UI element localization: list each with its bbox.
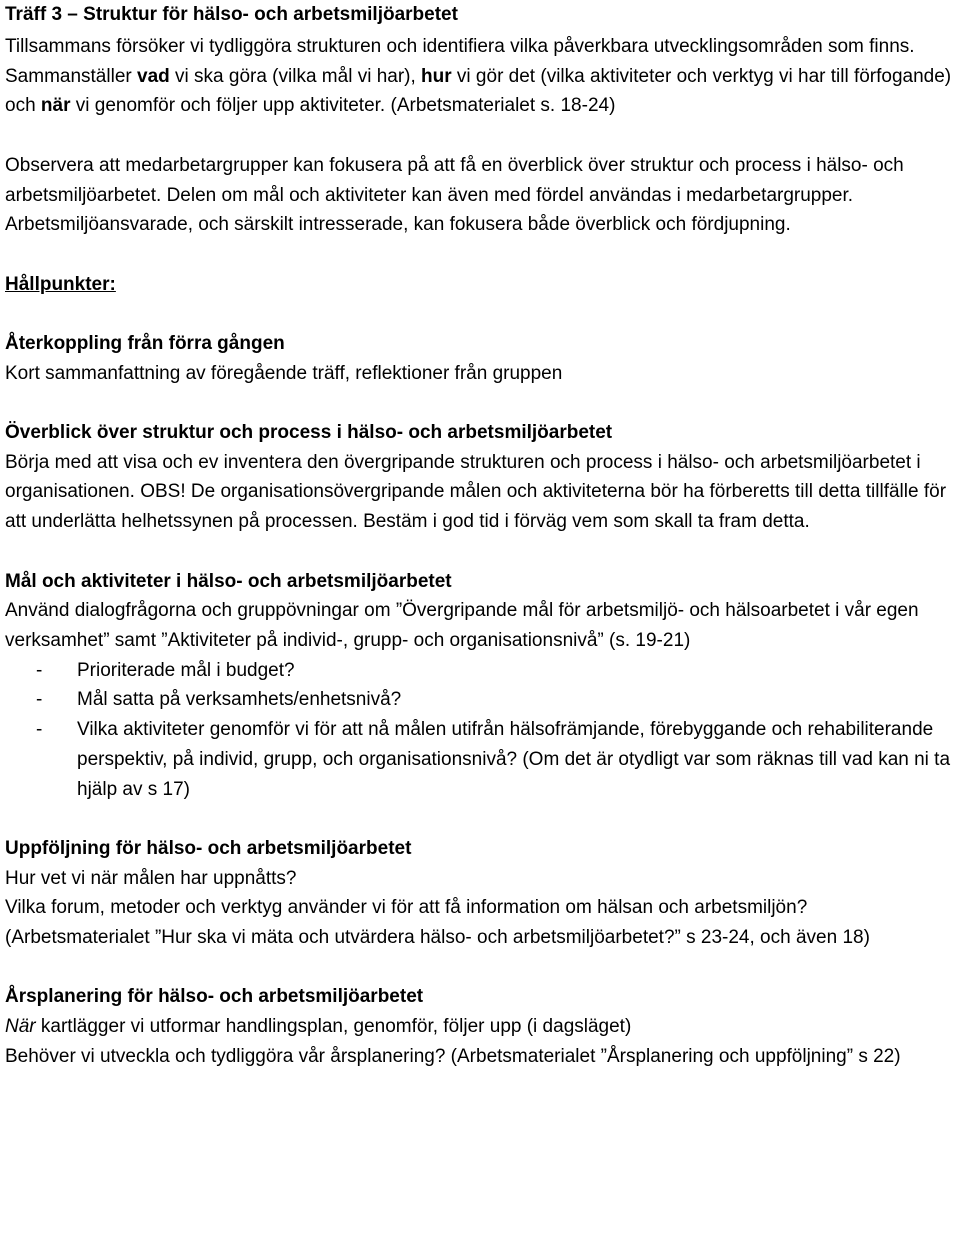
intro-text-4: vi genomför och följer upp aktiviteter. (Arbetsmaterialet s. 18-24) bbox=[70, 95, 616, 117]
dash-marker: - bbox=[36, 689, 43, 711]
section-aterkoppling-body: Kort sammanfattning av föregående träff, reflektioner från gruppen bbox=[5, 362, 563, 384]
dash-marker: - bbox=[36, 719, 43, 741]
list-item bbox=[5, 715, 955, 804]
list-item-text: Vilka aktiviteter genomför vi för att nå målen utifrån hälsofrämjande, förebyggande och rehabiliterande perspektiv, på individ, grupp, och organisationsnivå? (Om det är otydligt var som räknas till vad kan ni ta hjälp av s 17) bbox=[77, 719, 951, 800]
intro-text-3: vi gör det (vilka aktiviteter och verktyg vi har till förfogande) och bbox=[5, 65, 952, 117]
note-paragraph: Observera att medarbetargrupper kan fokusera på att få en överblick över struktur och process i hälso- och arbetsmiljöarbetet. Delen om mål och aktiviteter kan även med fördel användas i medarbetargrupper. Arbetsmiljöansvarade, och särskilt intresserade, kan fokusera både överblick och fördjupning. bbox=[5, 154, 904, 236]
section-uppfoljning-line1: Hur vet vi när målen har uppnåtts? bbox=[5, 867, 297, 889]
list-item bbox=[5, 656, 955, 686]
page-title: Träff 3 – Struktur för hälso- och arbetsmiljöarbetet bbox=[5, 4, 458, 25]
dash-marker: - bbox=[36, 659, 43, 681]
section-uppfoljning-heading: Uppföljning för hälso- och arbetsmiljöarbetet bbox=[5, 837, 412, 859]
intro-bold-vad: vad bbox=[137, 65, 170, 87]
section-arsplanering-line1 bbox=[5, 1012, 955, 1042]
section-arsplanering-line2: Behöver vi utveckla och tydliggöra vår årsplanering? (Arbetsmaterialet ”Årsplanering och uppföljning” s 22) bbox=[5, 1045, 901, 1067]
section-arsplanering-heading: Årsplanering för hälso- och arbetsmiljöarbetet bbox=[5, 986, 424, 1008]
section-uppfoljning-line2: Vilka forum, metoder och verktyg använder vi för att få information om hälsan och arbetsmiljön? (Arbetsmaterialet ”Hur ska vi mäta och utvärdera hälso- och arbetsmiljöarbetet?” s 23-24, och även 18) bbox=[5, 897, 870, 948]
section-overblick-heading: Överblick över struktur och process i hälso- och arbetsmiljöarbetet bbox=[5, 422, 613, 444]
list-item bbox=[5, 685, 955, 715]
line1-rest: kartlägger vi utformar handlingsplan, genomför, följer upp (i dagsläget) bbox=[35, 1016, 632, 1038]
list-item-text: Mål satta på verksamhets/enhetsnivå? bbox=[77, 689, 402, 711]
intro-paragraph bbox=[5, 32, 955, 121]
section-aterkoppling-heading: Återkoppling från förra gången bbox=[5, 332, 285, 354]
intro-text-1: Tillsammans försöker vi tydliggöra strukturen och identifiera vilka påverkbara utvecklingsområden som finns. Sammanställer bbox=[5, 36, 915, 87]
intro-bold-hur: hur bbox=[421, 65, 452, 87]
intro-bold-nar: när bbox=[40, 95, 71, 117]
italic-nar: När bbox=[5, 1016, 36, 1038]
hallpunkter-heading: Hållpunkter: bbox=[5, 273, 116, 295]
section-mal-list bbox=[5, 656, 955, 805]
section-mal-body: Använd dialogfrågorna och gruppövningar om ”Övergripande mål för arbetsmiljö- och hälsoarbetet i vår egen verksamhet” samt ”Aktiviteter på individ-, grupp- och organisationsnivå” (s. 19-21) bbox=[5, 600, 919, 651]
section-overblick-body: Börja med att visa och ev inventera den övergripande strukturen och process i hälso- och arbetsmiljöarbetet i organisationen. OBS! De organisationsövergripande målen och aktiviteterna bör ha förberetts till detta tillfälle för att underlätta helhetssynen på processen. Bestäm i god tid i förväg vem som skall ta fram detta. bbox=[5, 451, 947, 533]
section-mal-heading: Mål och aktiviteter i hälso- och arbetsmiljöarbetet bbox=[5, 570, 452, 592]
document-page bbox=[5, 0, 955, 1072]
list-item-text: Prioriterade mål i budget? bbox=[77, 659, 295, 681]
intro-text-2: vi ska göra (vilka mål vi har), bbox=[169, 65, 422, 87]
